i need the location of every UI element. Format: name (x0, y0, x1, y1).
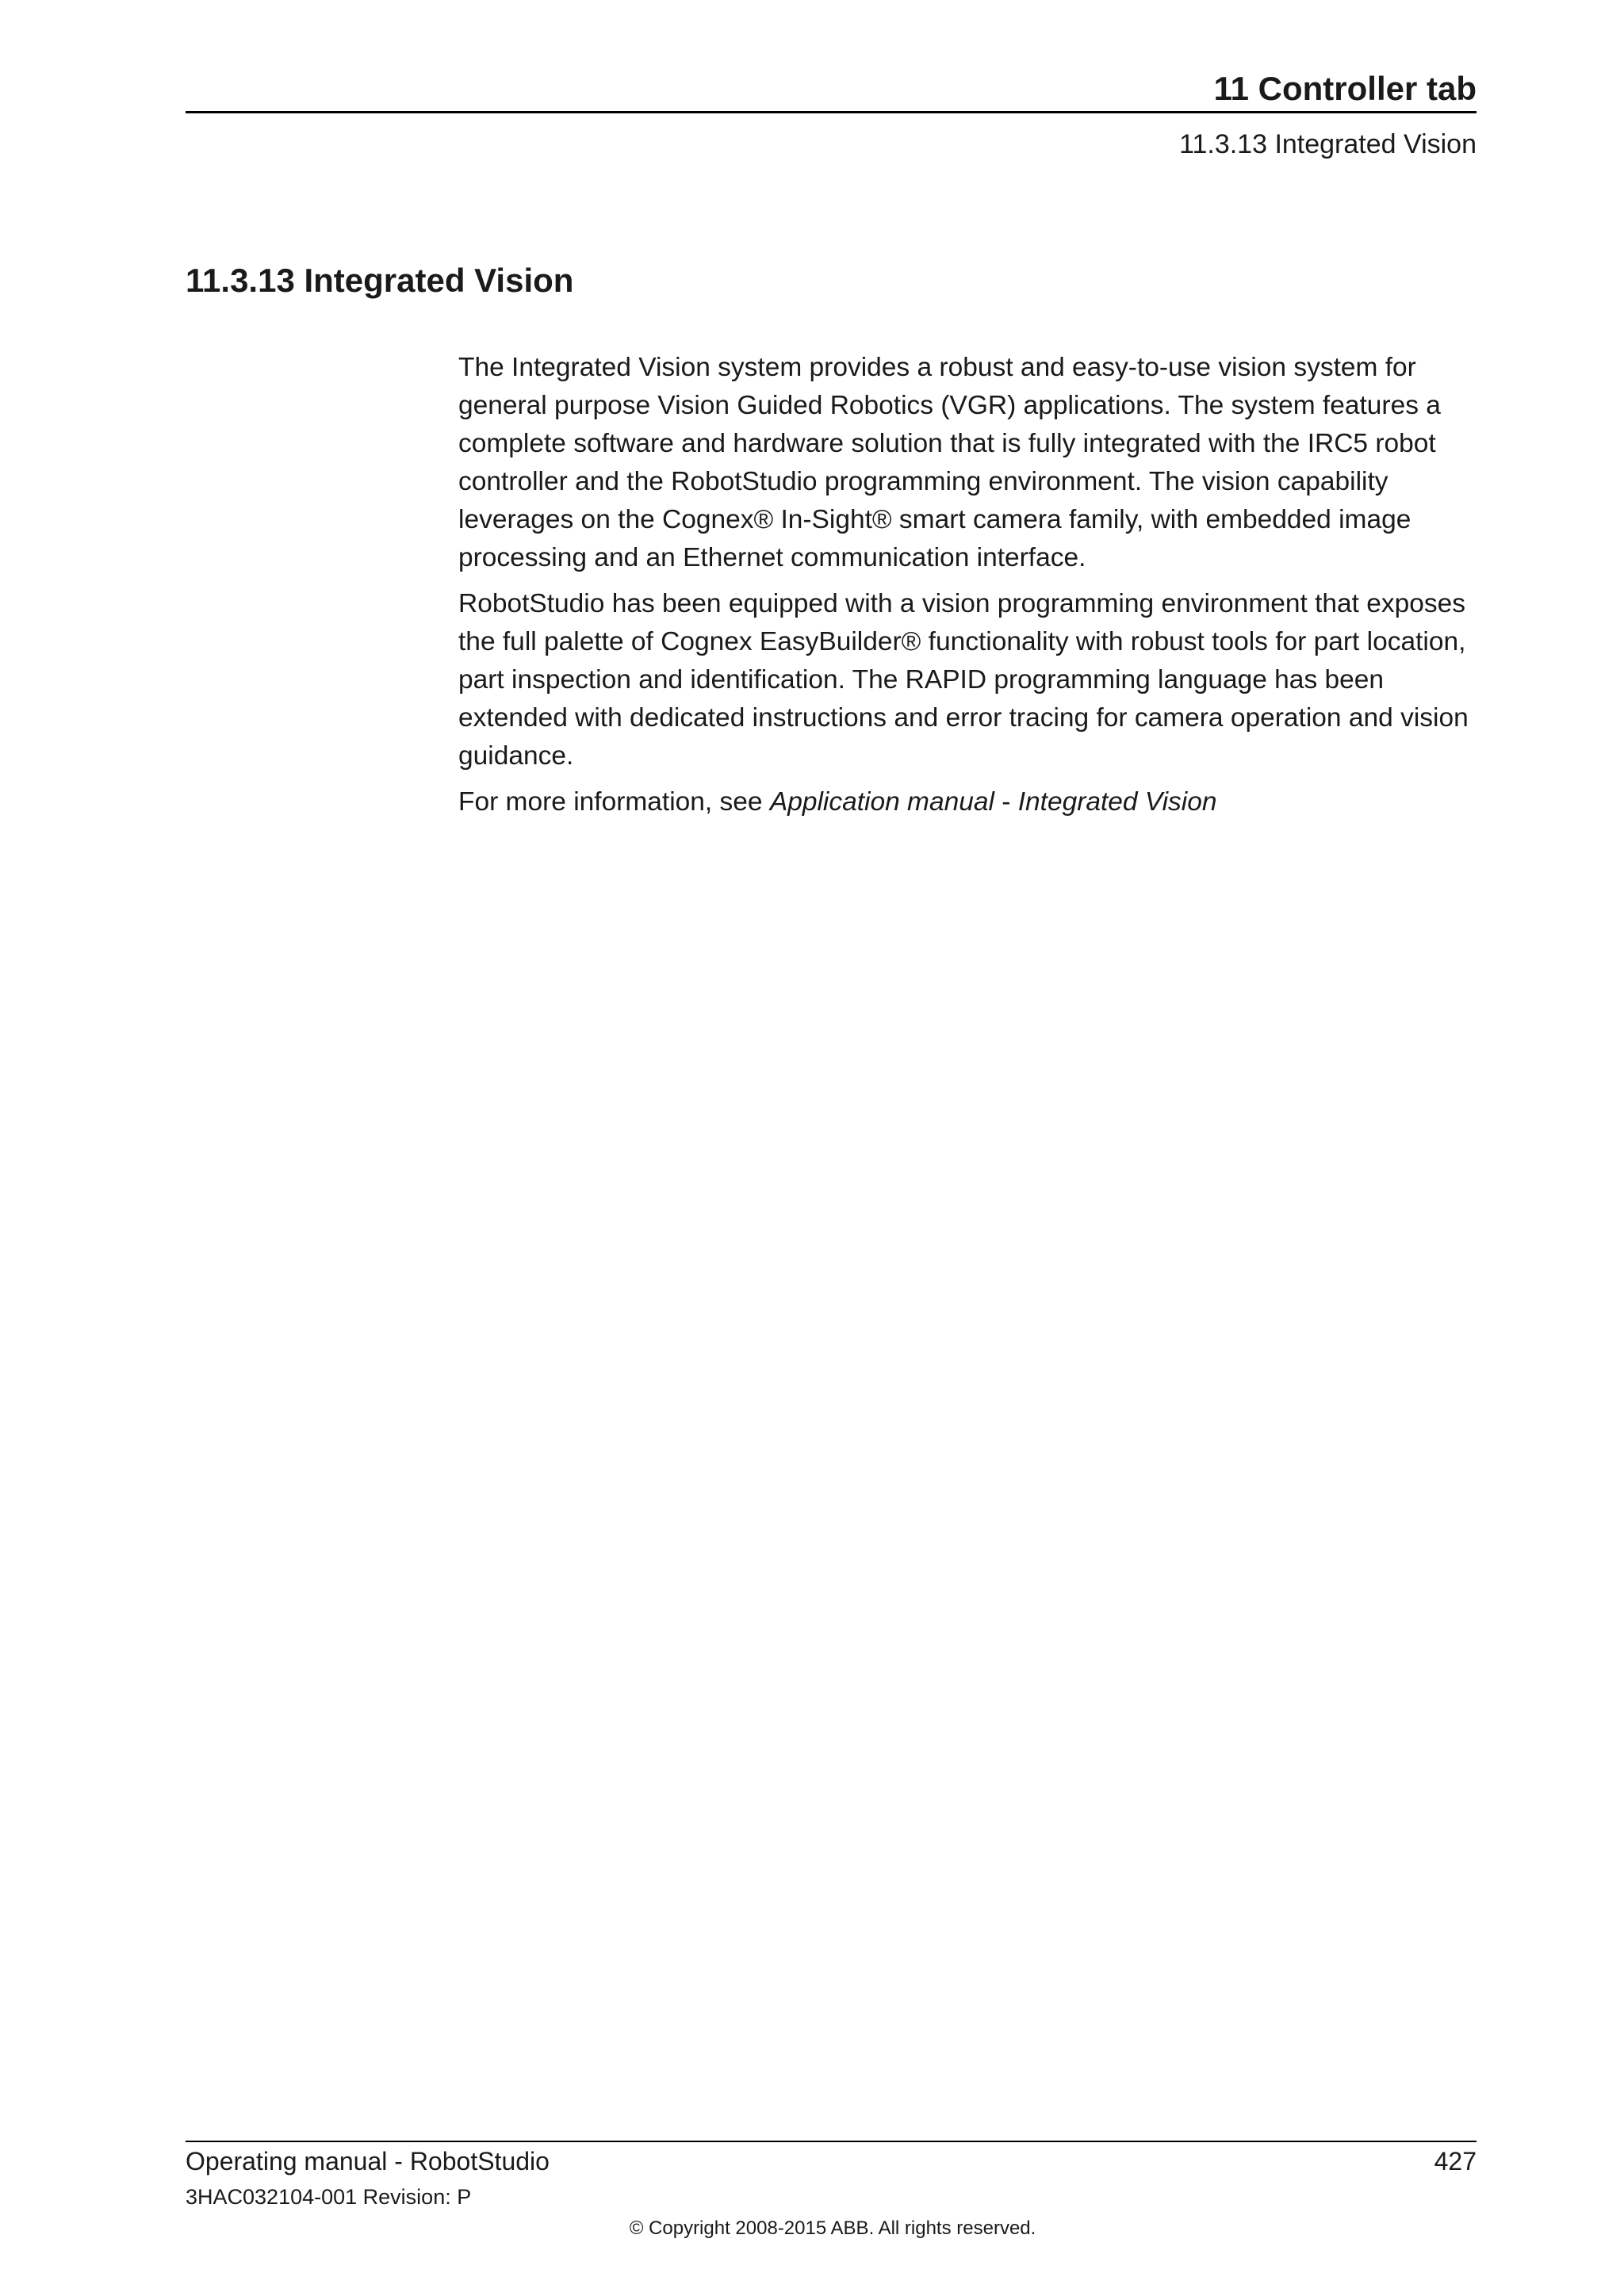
copyright-notice: © Copyright 2008-2015 ABB. All rights reserved. (629, 2218, 1036, 2239)
footer-manual-title: Operating manual - RobotStudio (186, 2147, 550, 2175)
body-paragraph-1: The Integrated Vision system provides a robust and easy-to-use vision system for general purpose Vision Guided Robotics (VGR) applications. The system features a complete software and hardware solution that is fully integrated with the IRC5 robot controller and the RobotStudio programming environment. The vision capability leverages on the Cognex® In-Sight® smart camera family, with embedded image processing and an Ethernet communication interface. (458, 353, 1441, 572)
section-title: 11.3.13 Integrated Vision (186, 262, 574, 299)
reference-separator: - (994, 787, 1018, 817)
header-divider (186, 111, 1477, 113)
page-number: 427 (1434, 2147, 1477, 2175)
reference-intro: For more information, see (458, 787, 770, 817)
reference-title: Application manual (769, 787, 994, 817)
reference-subtitle: Integrated Vision (1017, 787, 1217, 817)
document-id: 3HAC032104-001 Revision: P (186, 2185, 472, 2209)
footer-divider (186, 2141, 1477, 2142)
section-header: 11.3.13 Integrated Vision (1179, 129, 1477, 159)
chapter-header: 11 Controller tab (1213, 70, 1477, 107)
body-paragraph-2: RobotStudio has been equipped with a vision programming environment that exposes the full palette of Cognex EasyBuilder® functionality with robust tools for part location, part inspection and identification. The RAPID programming language has been extended with dedicated instructions and error tracing for camera operation and vision guidance. (458, 589, 1469, 771)
body-text (458, 349, 1481, 829)
body-paragraph-3 (458, 783, 1481, 821)
